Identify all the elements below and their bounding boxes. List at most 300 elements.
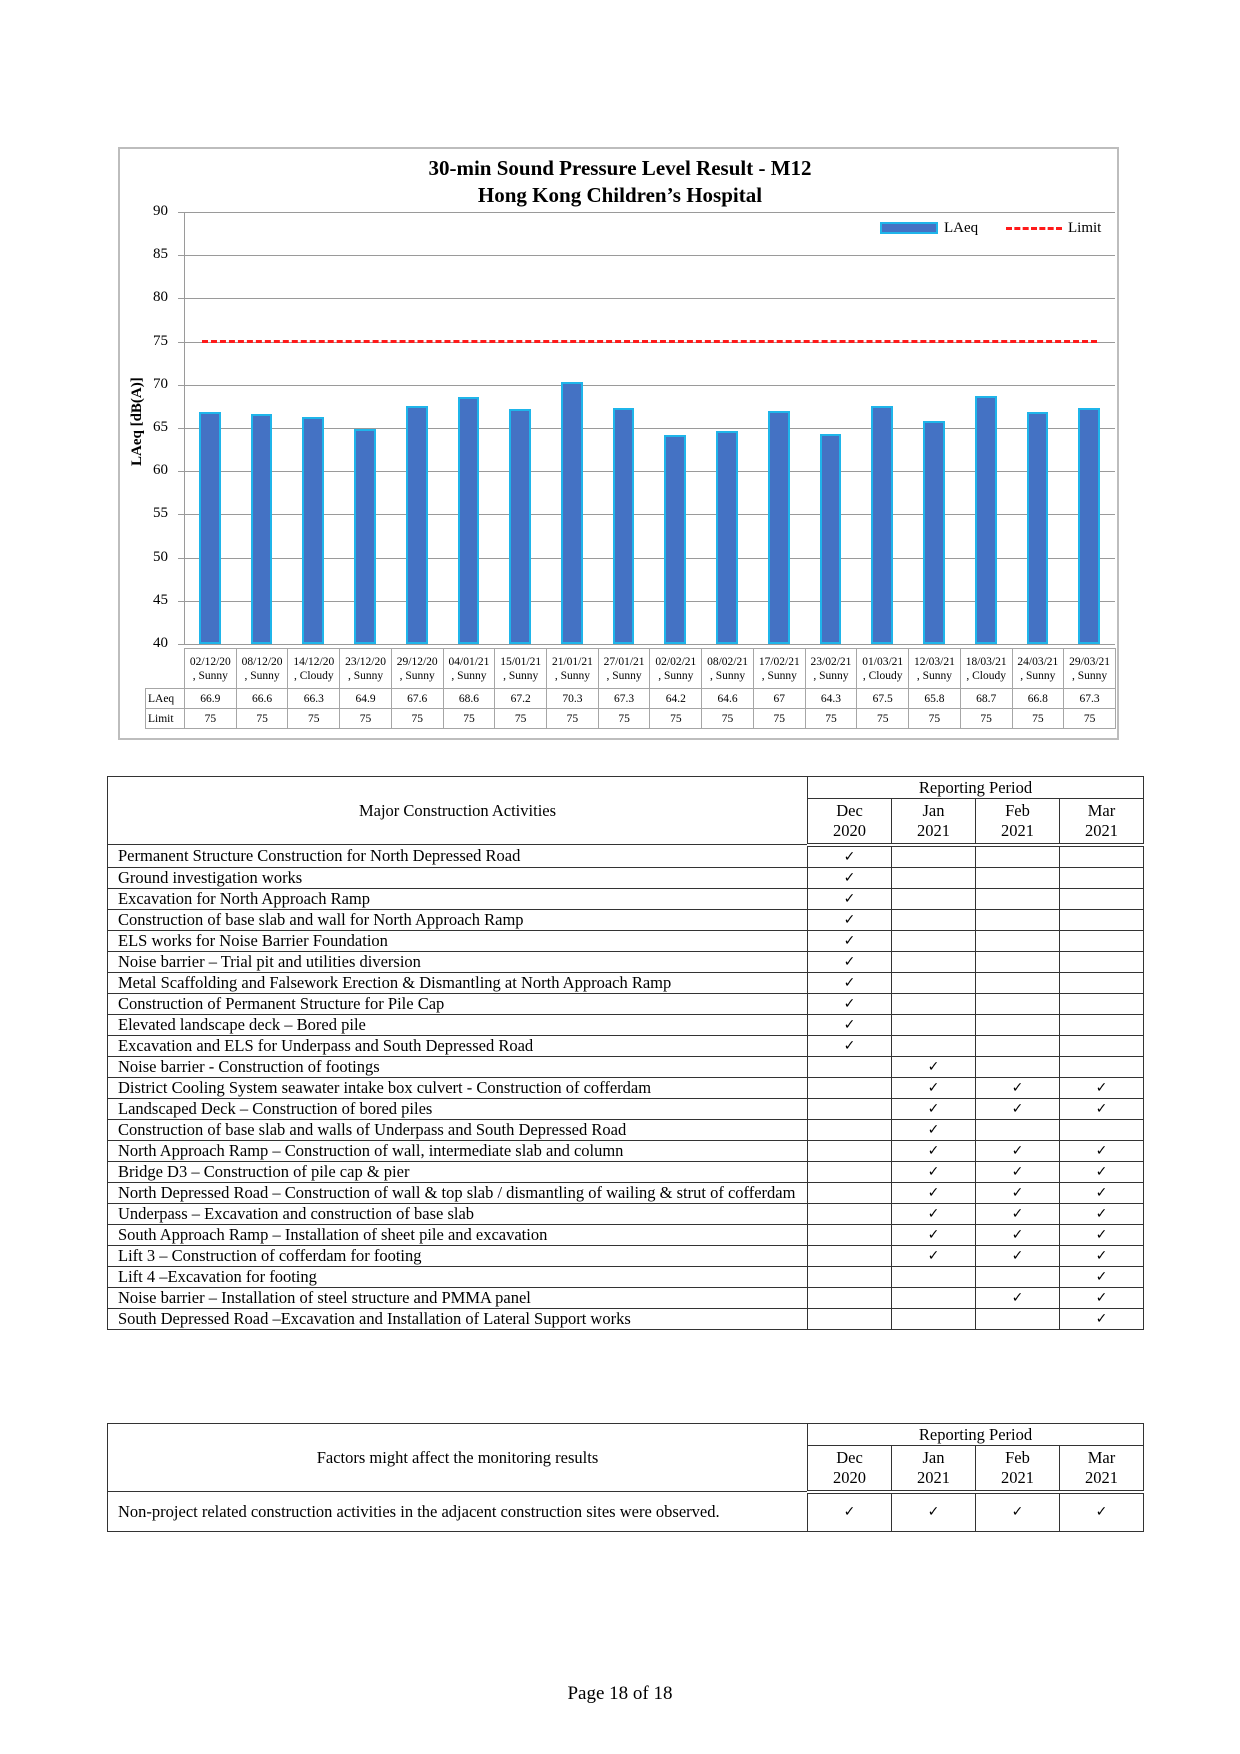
check-icon: ✓ xyxy=(1060,1492,1144,1532)
check-icon: ✓ xyxy=(1060,1287,1144,1308)
check-icon: ✓ xyxy=(1060,1140,1144,1161)
activity-label: South Depressed Road –Excavation and Installation of Lateral Support works xyxy=(108,1308,808,1329)
empty-cell xyxy=(1060,867,1144,888)
empty-cell xyxy=(892,1287,976,1308)
laeq-value: 67.2 xyxy=(495,689,547,709)
y-tick-label: 40 xyxy=(153,635,168,651)
empty-cell xyxy=(808,1161,892,1182)
check-icon: ✓ xyxy=(1060,1182,1144,1203)
table-row xyxy=(108,1056,1144,1077)
check-icon: ✓ xyxy=(808,867,892,888)
category-weather: , Sunny xyxy=(347,669,384,682)
month-name: Feb xyxy=(1005,1447,1030,1467)
laeq-value: 67.3 xyxy=(1064,689,1116,709)
empty-cell xyxy=(892,888,976,909)
check-icon: ✓ xyxy=(808,1014,892,1035)
category-weather: , Cloudy xyxy=(862,669,903,682)
table-row xyxy=(108,909,1144,930)
month-year: 2021 xyxy=(1001,820,1034,840)
category-label xyxy=(857,649,909,689)
empty-cell xyxy=(976,951,1060,972)
bar-laeq xyxy=(923,421,945,644)
empty-cell xyxy=(892,930,976,951)
check-icon: ✓ xyxy=(1060,1308,1144,1329)
check-icon: ✓ xyxy=(976,1161,1060,1182)
laeq-value: 64.2 xyxy=(650,689,702,709)
check-icon: ✓ xyxy=(1060,1203,1144,1224)
month-name: Feb xyxy=(1005,800,1030,820)
check-icon: ✓ xyxy=(892,1077,976,1098)
activity-label: Ground investigation works xyxy=(108,867,808,888)
category-weather: , Sunny xyxy=(503,669,539,682)
month-name: Jan xyxy=(922,1447,945,1467)
laeq-value: 66.6 xyxy=(236,689,288,709)
category-label xyxy=(650,649,702,689)
bar-laeq xyxy=(975,396,997,644)
activity-label: Metal Scaffolding and Falsework Erection & Dismantling at North Approach Ramp xyxy=(108,972,808,993)
empty-cell xyxy=(1060,909,1144,930)
limit-value: 75 xyxy=(288,709,340,729)
limit-value: 75 xyxy=(909,709,961,729)
limit-value: 75 xyxy=(598,709,650,729)
check-icon: ✓ xyxy=(892,1056,976,1077)
check-icon: ✓ xyxy=(892,1245,976,1266)
legend-limit xyxy=(1006,219,1101,237)
check-icon: ✓ xyxy=(808,930,892,951)
category-weather: , Sunny xyxy=(709,669,746,682)
empty-cell xyxy=(976,993,1060,1014)
activity-label: Landscaped Deck – Construction of bored piles xyxy=(108,1098,808,1119)
limit-value: 75 xyxy=(236,709,288,729)
check-icon: ✓ xyxy=(808,1492,892,1532)
table-row xyxy=(108,930,1144,951)
check-icon: ✓ xyxy=(808,909,892,930)
chart-title-line1: 30-min Sound Pressure Level Result - M12 xyxy=(428,156,812,180)
y-tick-label: 90 xyxy=(153,203,168,219)
limit-value: 75 xyxy=(650,709,702,729)
empty-cell xyxy=(808,1182,892,1203)
month-header-jan xyxy=(892,799,976,845)
category-weather: , Sunny xyxy=(916,669,952,682)
empty-cell xyxy=(892,845,976,868)
category-weather: , Sunny xyxy=(606,669,642,682)
check-icon: ✓ xyxy=(1060,1245,1144,1266)
empty-cell xyxy=(1060,845,1144,868)
y-tick-label: 70 xyxy=(153,375,168,392)
empty-cell xyxy=(1060,1056,1144,1077)
activity-label: Excavation for North Approach Ramp xyxy=(108,888,808,909)
empty-cell xyxy=(1060,930,1144,951)
empty-cell xyxy=(1060,993,1144,1014)
table-row xyxy=(108,1035,1144,1056)
category-weather: , Sunny xyxy=(192,669,228,682)
empty-cell xyxy=(976,1266,1060,1287)
legend-limit-label: Limit xyxy=(1068,220,1102,236)
empty-cell xyxy=(808,1140,892,1161)
legend-laeq xyxy=(880,219,978,237)
check-icon: ✓ xyxy=(1060,1077,1144,1098)
check-icon: ✓ xyxy=(892,1140,976,1161)
laeq-value: 67 xyxy=(753,689,805,709)
empty-cell xyxy=(808,1224,892,1245)
y-tick-label: 50 xyxy=(153,548,168,565)
activity-label: Excavation and ELS for Underpass and South Depressed Road xyxy=(108,1035,808,1056)
category-date: 14/12/20 xyxy=(293,655,335,668)
table-row xyxy=(108,1308,1144,1329)
bar-laeq xyxy=(199,412,221,644)
empty-cell xyxy=(976,888,1060,909)
category-weather: , Sunny xyxy=(761,669,797,682)
check-icon: ✓ xyxy=(892,1182,976,1203)
table-row xyxy=(108,867,1144,888)
factors-header: Factors might affect the monitoring results xyxy=(108,1424,808,1492)
category-label xyxy=(185,649,237,689)
category-weather: , Sunny xyxy=(399,669,435,682)
gridline xyxy=(178,298,1115,299)
category-label xyxy=(702,649,754,689)
empty-cell xyxy=(892,1035,976,1056)
category-weather: , Sunny xyxy=(658,669,694,682)
empty-cell xyxy=(976,930,1060,951)
category-date: 21/01/21 xyxy=(551,655,593,668)
bar-laeq xyxy=(561,382,583,644)
activity-label: Non-project related construction activities in the adjacent construction sites were observed. xyxy=(108,1492,808,1532)
table-row xyxy=(108,1245,1144,1266)
limit-value: 75 xyxy=(805,709,857,729)
y-tick-label: 60 xyxy=(153,462,168,479)
check-icon: ✓ xyxy=(808,1035,892,1056)
category-label xyxy=(236,649,288,689)
empty-cell xyxy=(976,972,1060,993)
activity-label: Lift 4 –Excavation for footing xyxy=(108,1266,808,1287)
limit-value: 75 xyxy=(702,709,754,729)
category-label xyxy=(288,649,340,689)
empty-cell xyxy=(976,1308,1060,1329)
check-icon: ✓ xyxy=(892,1203,976,1224)
bar-laeq xyxy=(354,429,376,644)
y-tick-label: 65 xyxy=(153,419,168,435)
category-date: 23/02/21 xyxy=(810,655,852,668)
empty-cell xyxy=(808,1056,892,1077)
activity-label: South Approach Ramp – Installation of sheet pile and excavation xyxy=(108,1224,808,1245)
check-icon: ✓ xyxy=(976,1098,1060,1119)
month-year: 2021 xyxy=(1085,820,1118,840)
empty-cell xyxy=(1060,1119,1144,1140)
empty-cell xyxy=(976,845,1060,868)
empty-cell xyxy=(976,1119,1060,1140)
category-label xyxy=(443,649,495,689)
category-weather: , Sunny xyxy=(1020,669,1056,682)
laeq-value: 64.9 xyxy=(340,689,392,709)
bar-laeq xyxy=(509,409,531,644)
category-weather: , Sunny xyxy=(554,669,590,682)
gridline xyxy=(178,644,1115,645)
category-date: 29/03/21 xyxy=(1069,655,1111,668)
category-label xyxy=(909,649,961,689)
chart-laeq-row xyxy=(146,689,1116,709)
activity-label: North Depressed Road – Construction of wall & top slab / dismantling of wailing & strut of cofferdam xyxy=(108,1182,808,1203)
laeq-value: 68.6 xyxy=(443,689,495,709)
category-date: 17/02/21 xyxy=(758,655,800,668)
table-row xyxy=(108,1161,1144,1182)
month-header-feb xyxy=(976,799,1060,845)
chart-title-line2: Hong Kong Children’s Hospital xyxy=(477,183,763,207)
y-tick-label: 55 xyxy=(153,505,168,522)
month-name: Mar xyxy=(1087,800,1116,820)
category-label xyxy=(805,649,857,689)
activity-label: Construction of base slab and walls of Underpass and South Depressed Road xyxy=(108,1119,808,1140)
month-name: Dec xyxy=(836,1447,863,1467)
activity-label: Elevated landscape deck – Bored pile xyxy=(108,1014,808,1035)
category-date: 02/12/20 xyxy=(189,655,231,668)
empty-cell xyxy=(976,1035,1060,1056)
category-weather: , Sunny xyxy=(451,669,487,682)
laeq-value: 70.3 xyxy=(547,689,599,709)
limit-value: 75 xyxy=(547,709,599,729)
check-icon: ✓ xyxy=(892,1161,976,1182)
empty-cell xyxy=(892,1308,976,1329)
month-header-jan xyxy=(892,1446,976,1492)
check-icon: ✓ xyxy=(1060,1224,1144,1245)
month-year: 2020 xyxy=(833,1467,866,1487)
blank-cell xyxy=(146,649,185,689)
month-header-dec xyxy=(808,799,892,845)
reporting-period-header: Reporting Period xyxy=(808,777,1144,799)
month-header-feb xyxy=(976,1446,1060,1492)
activity-label: Construction of Permanent Structure for Pile Cap xyxy=(108,993,808,1014)
check-icon: ✓ xyxy=(1060,1098,1144,1119)
limit-value: 75 xyxy=(857,709,909,729)
check-icon: ✓ xyxy=(976,1182,1060,1203)
chart-data-table xyxy=(145,648,1116,729)
laeq-value: 67.3 xyxy=(598,689,650,709)
legend-bar-swatch-icon xyxy=(880,222,938,234)
table-row xyxy=(108,972,1144,993)
category-weather: , Cloudy xyxy=(966,669,1006,682)
activity-label: Construction of base slab and wall for North Approach Ramp xyxy=(108,909,808,930)
category-label xyxy=(391,649,443,689)
laeq-value: 66.9 xyxy=(185,689,237,709)
check-icon: ✓ xyxy=(808,993,892,1014)
empty-cell xyxy=(976,867,1060,888)
category-weather: , Cloudy xyxy=(293,669,334,682)
activity-label: Permanent Structure Construction for North Depressed Road xyxy=(108,845,808,868)
table-row xyxy=(108,845,1144,868)
month-year: 2020 xyxy=(833,820,866,840)
gridline xyxy=(178,212,1115,213)
limit-value: 75 xyxy=(495,709,547,729)
check-icon: ✓ xyxy=(976,1245,1060,1266)
empty-cell xyxy=(1060,951,1144,972)
month-name: Dec xyxy=(836,800,863,820)
category-weather: , Sunny xyxy=(1072,669,1108,682)
month-year: 2021 xyxy=(917,820,950,840)
bar-laeq xyxy=(664,435,686,644)
category-date: 29/12/20 xyxy=(396,655,438,668)
category-weather: , Sunny xyxy=(244,669,280,682)
bar-laeq xyxy=(251,414,273,644)
table-row xyxy=(108,1203,1144,1224)
empty-cell xyxy=(808,1245,892,1266)
empty-cell xyxy=(808,1266,892,1287)
category-label xyxy=(1064,649,1116,689)
limit-value: 75 xyxy=(391,709,443,729)
construction-activities-table xyxy=(107,776,1144,1330)
month-header-mar xyxy=(1060,799,1144,845)
limit-value: 75 xyxy=(443,709,495,729)
empty-cell xyxy=(808,1119,892,1140)
check-icon: ✓ xyxy=(1060,1266,1144,1287)
limit-value: 75 xyxy=(1012,709,1064,729)
table-row xyxy=(108,993,1144,1014)
bar-laeq xyxy=(1027,412,1049,644)
row-label-limit: Limit xyxy=(146,709,185,729)
bar-laeq xyxy=(302,417,324,644)
category-label xyxy=(598,649,650,689)
category-label xyxy=(547,649,599,689)
limit-value: 75 xyxy=(753,709,805,729)
category-label xyxy=(960,649,1012,689)
table-row xyxy=(108,1098,1144,1119)
table-row xyxy=(108,1224,1144,1245)
category-date: 18/03/21 xyxy=(965,655,1007,668)
activity-label: Noise barrier – Installation of steel structure and PMMA panel xyxy=(108,1287,808,1308)
table-row xyxy=(108,1287,1144,1308)
check-icon: ✓ xyxy=(976,1492,1060,1532)
table-row xyxy=(108,888,1144,909)
limit-line xyxy=(202,340,1097,343)
laeq-value: 67.5 xyxy=(857,689,909,709)
check-icon: ✓ xyxy=(892,1224,976,1245)
bar-laeq xyxy=(820,434,842,644)
category-date: 02/02/21 xyxy=(655,655,697,668)
table-row xyxy=(108,1492,1144,1532)
category-date: 04/01/21 xyxy=(448,655,490,668)
month-year: 2021 xyxy=(917,1467,950,1487)
check-icon: ✓ xyxy=(976,1203,1060,1224)
empty-cell xyxy=(1060,1035,1144,1056)
chart-y-axis-label: LAeq [dB(A)] xyxy=(129,377,145,466)
table-row xyxy=(108,1266,1144,1287)
empty-cell xyxy=(1060,888,1144,909)
empty-cell xyxy=(808,1098,892,1119)
check-icon: ✓ xyxy=(808,845,892,868)
month-header-dec xyxy=(808,1446,892,1492)
empty-cell xyxy=(892,951,976,972)
empty-cell xyxy=(976,1056,1060,1077)
gridline xyxy=(178,255,1115,256)
monitoring-factors-table xyxy=(107,1423,1144,1532)
category-date: 01/03/21 xyxy=(862,655,904,668)
bar-laeq xyxy=(406,406,428,644)
activity-label: North Approach Ramp – Construction of wall, intermediate slab and column xyxy=(108,1140,808,1161)
check-icon: ✓ xyxy=(808,951,892,972)
page-number: Page 18 of 18 xyxy=(567,1683,673,1704)
empty-cell xyxy=(892,909,976,930)
category-weather: , Sunny xyxy=(813,669,849,682)
category-label xyxy=(340,649,392,689)
empty-cell xyxy=(808,1287,892,1308)
activity-label: Underpass – Excavation and construction of base slab xyxy=(108,1203,808,1224)
check-icon: ✓ xyxy=(976,1077,1060,1098)
check-icon: ✓ xyxy=(976,1287,1060,1308)
category-date: 08/12/20 xyxy=(241,655,283,668)
check-icon: ✓ xyxy=(892,1098,976,1119)
activity-label: ELS works for Noise Barrier Foundation xyxy=(108,930,808,951)
y-axis-line xyxy=(184,212,185,644)
y-tick-label: 85 xyxy=(153,246,168,263)
category-date: 23/12/20 xyxy=(345,655,386,668)
bar-laeq xyxy=(458,397,480,644)
legend-dashed-line-icon xyxy=(1006,227,1062,230)
empty-cell xyxy=(892,993,976,1014)
category-label xyxy=(495,649,547,689)
month-year: 2021 xyxy=(1001,1467,1034,1487)
limit-value: 75 xyxy=(960,709,1012,729)
limit-value: 75 xyxy=(1064,709,1116,729)
category-label xyxy=(1012,649,1064,689)
y-tick-label: 45 xyxy=(153,591,168,608)
legend-laeq-label: LAeq xyxy=(944,220,979,236)
laeq-value: 64.3 xyxy=(805,689,857,709)
bar-laeq xyxy=(716,431,738,644)
activity-label: Bridge D3 – Construction of pile cap & pier xyxy=(108,1161,808,1182)
limit-value: 75 xyxy=(340,709,392,729)
activities-header: Major Construction Activities xyxy=(108,777,808,845)
laeq-value: 66.8 xyxy=(1012,689,1064,709)
table-row xyxy=(108,1014,1144,1035)
laeq-value: 65.8 xyxy=(909,689,961,709)
laeq-value: 66.3 xyxy=(288,689,340,709)
empty-cell xyxy=(976,909,1060,930)
empty-cell xyxy=(1060,1014,1144,1035)
category-date: 15/01/21 xyxy=(500,655,542,668)
check-icon: ✓ xyxy=(976,1140,1060,1161)
table-row xyxy=(108,1140,1144,1161)
activity-label: Lift 3 – Construction of cofferdam for footing xyxy=(108,1245,808,1266)
bar-laeq xyxy=(871,406,893,644)
category-date: 24/03/21 xyxy=(1017,655,1059,668)
category-date: 08/02/21 xyxy=(707,655,748,668)
month-name: Mar xyxy=(1087,1447,1116,1467)
laeq-value: 68.7 xyxy=(960,689,1012,709)
empty-cell xyxy=(808,1308,892,1329)
empty-cell xyxy=(976,1014,1060,1035)
chart-limit-row xyxy=(146,709,1116,729)
limit-value: 75 xyxy=(185,709,237,729)
empty-cell xyxy=(892,867,976,888)
empty-cell xyxy=(808,1203,892,1224)
empty-cell xyxy=(808,1077,892,1098)
check-icon: ✓ xyxy=(808,888,892,909)
bar-laeq xyxy=(1078,408,1100,644)
activity-label: Noise barrier – Trial pit and utilities diversion xyxy=(108,951,808,972)
check-icon: ✓ xyxy=(892,1119,976,1140)
laeq-value: 64.6 xyxy=(702,689,754,709)
check-icon: ✓ xyxy=(1060,1161,1144,1182)
check-icon: ✓ xyxy=(976,1224,1060,1245)
bar-laeq xyxy=(768,411,790,644)
y-tick-label: 80 xyxy=(153,289,168,306)
activity-label: Noise barrier - Construction of footings xyxy=(108,1056,808,1077)
category-date: 27/01/21 xyxy=(603,655,645,668)
month-name: Jan xyxy=(922,800,945,820)
factors-reporting-period-header: Reporting Period xyxy=(808,1424,1144,1446)
table-row xyxy=(108,951,1144,972)
chart-category-row xyxy=(146,649,1116,689)
laeq-value: 67.6 xyxy=(391,689,443,709)
category-date: 12/03/21 xyxy=(913,655,955,668)
